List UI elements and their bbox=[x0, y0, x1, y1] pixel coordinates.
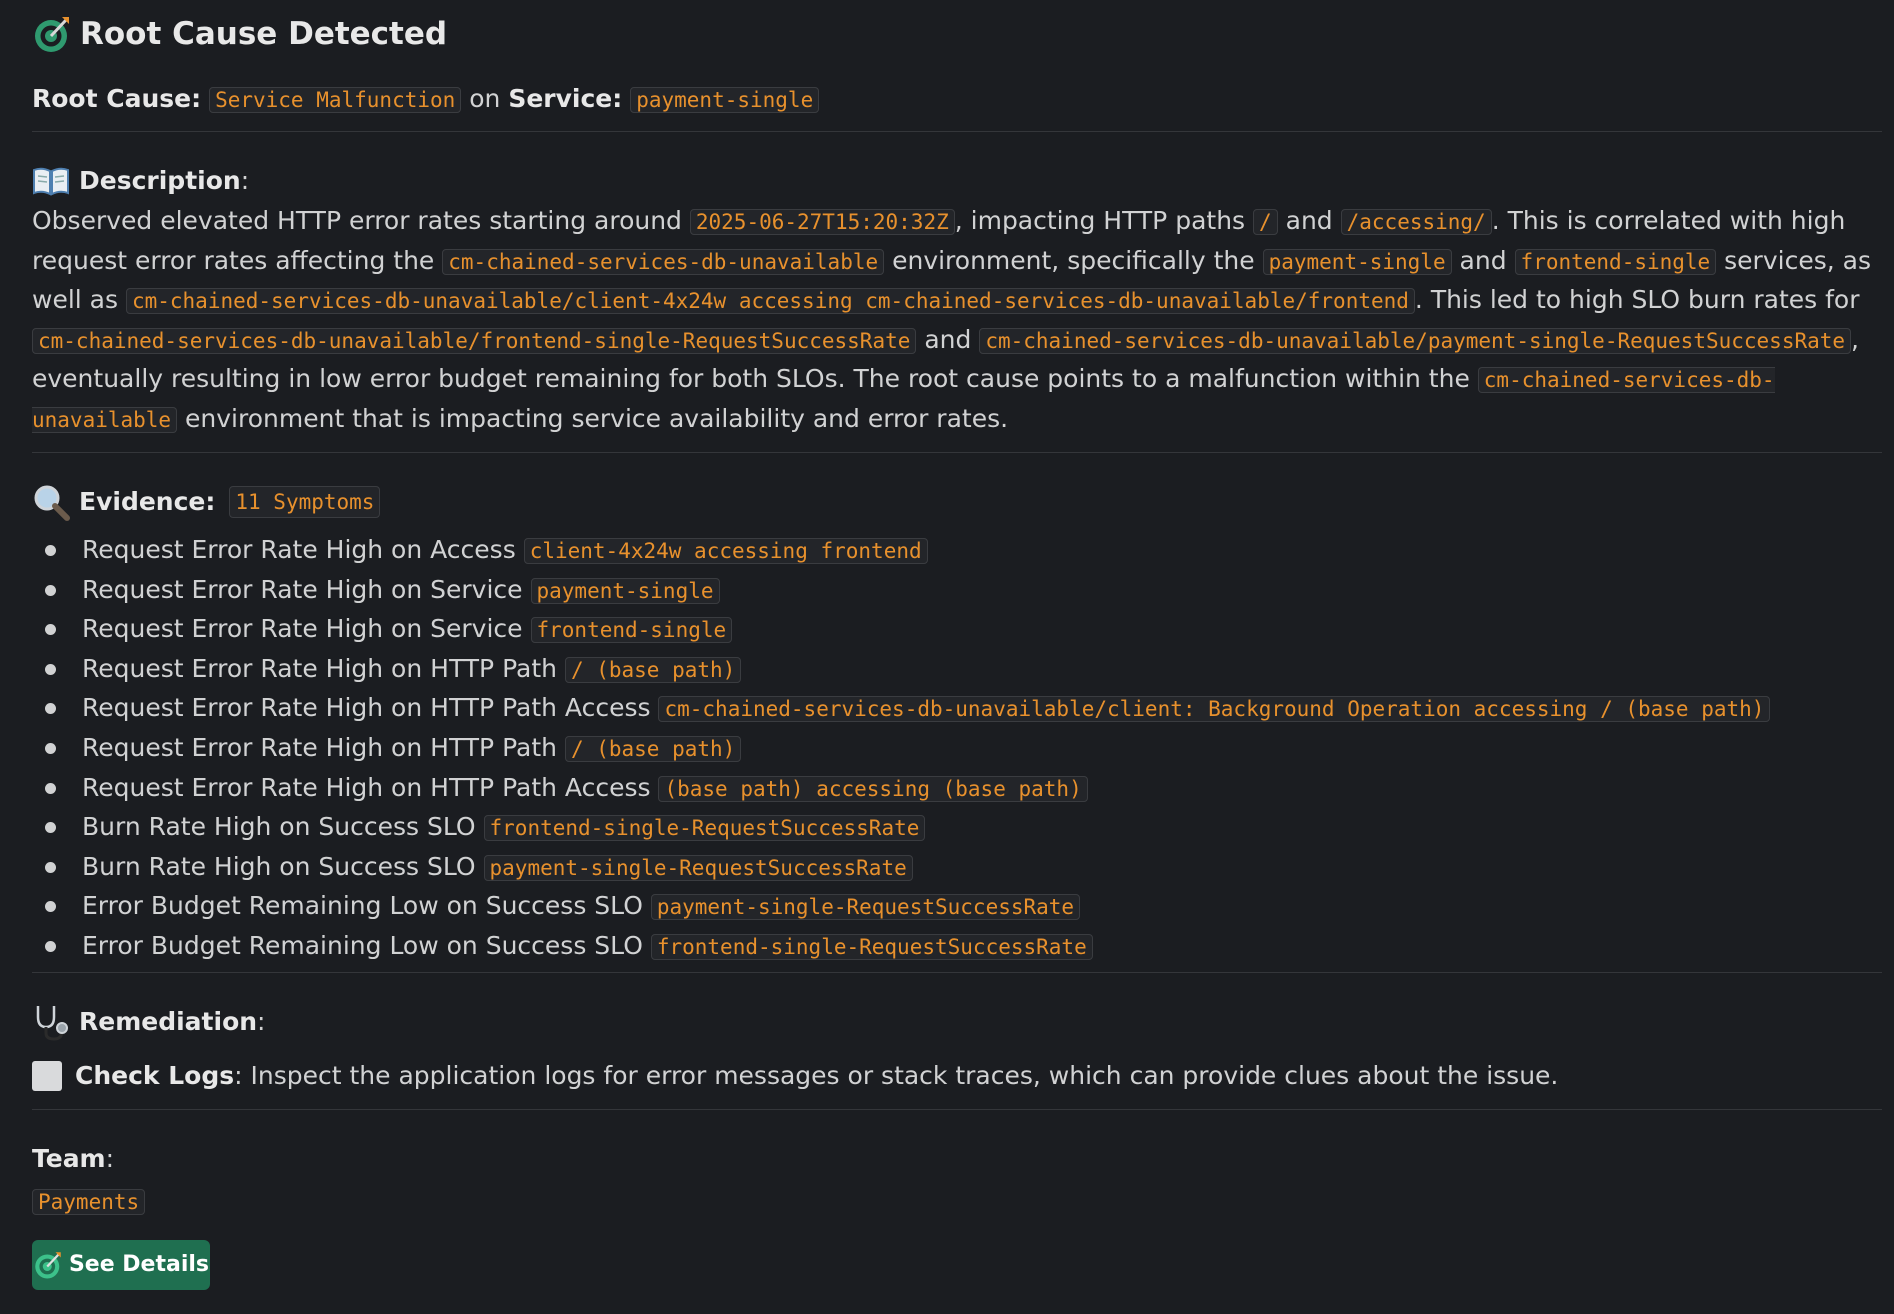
divider bbox=[32, 131, 1882, 132]
evidence-item-text: Error Budget Remaining Low on Success SLO bbox=[82, 930, 643, 960]
description-body bbox=[32, 201, 1882, 439]
root-cause-line bbox=[32, 78, 1882, 120]
description-code: cm-chained-services-db-unavailable/frontend-single-RequestSuccessRate bbox=[32, 328, 916, 354]
divider bbox=[32, 452, 1882, 453]
service-value: payment-single bbox=[630, 87, 819, 113]
evidence-item-text: Request Error Rate High on HTTP Path bbox=[82, 732, 557, 762]
team-heading bbox=[32, 1138, 1882, 1180]
evidence-item-code: frontend-single-RequestSuccessRate bbox=[484, 815, 926, 841]
evidence-item-text: Request Error Rate High on Service bbox=[82, 614, 523, 644]
divider bbox=[32, 1109, 1882, 1110]
bullet-icon bbox=[45, 703, 56, 714]
description-text: services, as well as bbox=[32, 245, 1871, 315]
root-cause-label: Root Cause: bbox=[32, 84, 202, 113]
description-text: and bbox=[1451, 245, 1515, 275]
evidence-item-text: Error Budget Remaining Low on Success SLO bbox=[82, 891, 643, 921]
evidence-item-text: Burn Rate High on Success SLO bbox=[82, 851, 476, 881]
remediation-item bbox=[32, 1055, 1882, 1097]
bullet-icon bbox=[45, 743, 56, 754]
evidence-item bbox=[32, 649, 1882, 689]
page-title-text: Root Cause Detected bbox=[80, 16, 448, 52]
bullet-icon bbox=[45, 901, 56, 912]
evidence-item bbox=[32, 768, 1882, 808]
description-code: cm-chained-services-db-unavailable bbox=[442, 249, 884, 275]
bullet-icon bbox=[45, 545, 56, 556]
description-code: cm-chained-services-db-unavailable bbox=[32, 368, 1775, 432]
remediation-item-text: : Inspect the application logs for error messages or stack traces, which can provide clues about the issue. bbox=[234, 1061, 1559, 1090]
evidence-item-code: frontend-single-RequestSuccessRate bbox=[651, 934, 1093, 960]
evidence-item bbox=[32, 926, 1882, 966]
evidence-item-code: client-4x24w accessing frontend bbox=[524, 538, 928, 564]
remediation-label: Remediation bbox=[79, 1007, 258, 1036]
bullet-icon bbox=[45, 783, 56, 794]
evidence-item-code: payment-single-RequestSuccessRate bbox=[484, 855, 913, 881]
stethoscope-icon bbox=[32, 1003, 70, 1041]
description-text: and bbox=[1277, 206, 1341, 235]
divider bbox=[32, 972, 1882, 973]
description-text: , eventually resulting in low error budget remaining for both SLOs. The root cause points to a malfunction within the bbox=[32, 324, 1859, 394]
open-book-icon bbox=[32, 162, 70, 200]
evidence-item bbox=[32, 609, 1882, 649]
evidence-item bbox=[32, 570, 1882, 610]
description-code: / bbox=[1253, 209, 1278, 235]
evidence-item-code: payment-single-RequestSuccessRate bbox=[651, 894, 1080, 920]
team-value: Payments bbox=[32, 1189, 145, 1215]
evidence-item-code: (base path) accessing (base path) bbox=[658, 776, 1087, 802]
checkbox-icon[interactable] bbox=[32, 1061, 62, 1091]
evidence-item bbox=[32, 886, 1882, 926]
bullet-icon bbox=[45, 862, 56, 873]
evidence-item-code: frontend-single bbox=[531, 617, 733, 643]
bullet-icon bbox=[45, 941, 56, 952]
evidence-label: Evidence: bbox=[79, 487, 216, 516]
bullet-icon bbox=[45, 822, 56, 833]
description-label: Description bbox=[79, 166, 241, 195]
evidence-item-code: / (base path) bbox=[565, 657, 741, 683]
evidence-item bbox=[32, 530, 1882, 570]
evidence-heading bbox=[32, 481, 1882, 523]
description-heading bbox=[32, 160, 1882, 202]
page-title bbox=[32, 13, 447, 55]
evidence-list bbox=[32, 530, 1882, 966]
bullet-icon bbox=[45, 585, 56, 596]
description-text: . This led to high SLO burn rates for bbox=[1414, 285, 1860, 315]
service-label: Service: bbox=[508, 84, 623, 113]
description-code: cm-chained-services-db-unavailable/payment-single-RequestSuccessRate bbox=[979, 328, 1851, 354]
description-code: cm-chained-services-db-unavailable/client-4x24w accessing cm-chained-services-db-unavailable/frontend bbox=[126, 288, 1415, 314]
team-value-line bbox=[32, 1181, 1882, 1221]
remediation-heading bbox=[32, 1001, 1882, 1043]
description-colon: : bbox=[240, 166, 250, 195]
evidence-item-text: Request Error Rate High on HTTP Path bbox=[82, 653, 557, 683]
description-code: payment-single bbox=[1263, 249, 1452, 275]
see-details-button[interactable] bbox=[32, 1240, 210, 1290]
remediation-item-title: Check Logs bbox=[75, 1061, 235, 1090]
evidence-item-text: Burn Rate High on Success SLO bbox=[82, 812, 476, 842]
team-colon: : bbox=[105, 1144, 115, 1173]
description-code: frontend-single bbox=[1515, 249, 1717, 275]
target-icon bbox=[32, 14, 72, 54]
evidence-item bbox=[32, 807, 1882, 847]
description-text: environment, specifically the bbox=[884, 245, 1263, 275]
bullet-icon bbox=[45, 664, 56, 675]
symptom-count-badge: 11 Symptoms bbox=[229, 486, 380, 518]
evidence-item-text: Request Error Rate High on Service bbox=[82, 574, 523, 604]
magnifying-glass-icon bbox=[32, 483, 70, 521]
evidence-item bbox=[32, 688, 1882, 728]
bullet-icon bbox=[45, 624, 56, 635]
see-details-label: See Details bbox=[68, 1252, 210, 1277]
evidence-item bbox=[32, 847, 1882, 887]
evidence-item bbox=[32, 728, 1882, 768]
description-text: environment that is impacting service availability and error rates. bbox=[177, 403, 1009, 433]
remediation-colon: : bbox=[257, 1007, 266, 1036]
evidence-item-text: Request Error Rate High on HTTP Path Access bbox=[82, 772, 651, 802]
evidence-item-text: Request Error Rate High on HTTP Path Access bbox=[82, 693, 651, 723]
evidence-item-code: cm-chained-services-db-unavailable/client: Background Operation accessing / (base path) bbox=[658, 696, 1770, 722]
team-label: Team bbox=[32, 1144, 106, 1173]
description-text: . This is correlated with high request error rates affecting the bbox=[32, 206, 1846, 275]
evidence-item-code: payment-single bbox=[531, 578, 720, 604]
root-cause-on: on bbox=[469, 84, 501, 113]
evidence-item-text: Request Error Rate High on Access bbox=[82, 535, 516, 564]
description-code: /accessing/ bbox=[1341, 209, 1492, 235]
target-icon bbox=[33, 1250, 63, 1280]
description-text: Observed elevated HTTP error rates starting around bbox=[32, 206, 690, 235]
description-text: , impacting HTTP paths bbox=[954, 206, 1254, 235]
description-text: and bbox=[916, 324, 980, 354]
root-cause-value: Service Malfunction bbox=[209, 87, 461, 113]
description-code: 2025-06-27T15:20:32Z bbox=[690, 209, 955, 235]
evidence-list-container bbox=[32, 530, 1882, 966]
evidence-item-code: / (base path) bbox=[565, 736, 741, 762]
